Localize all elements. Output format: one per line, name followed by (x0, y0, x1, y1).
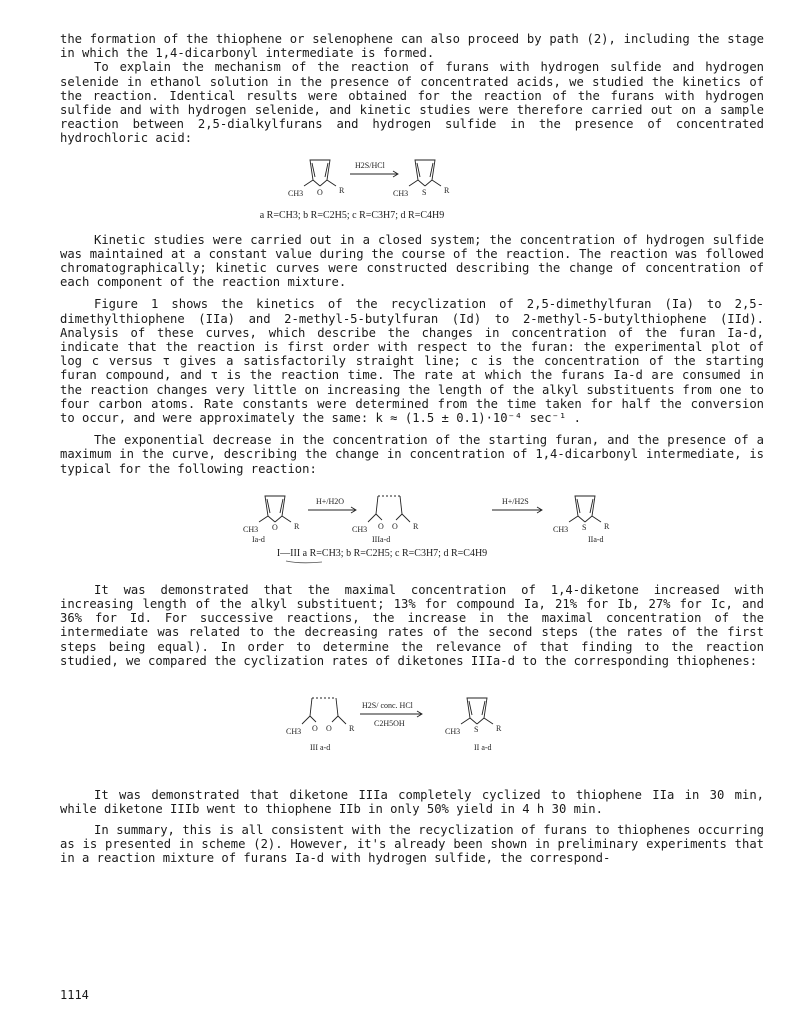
scheme-3-b-s: S (474, 725, 479, 735)
scheme-2-b-r: R (413, 521, 419, 531)
paragraph-1: the formation of the thiophene or selenophene can also proceed by path (2), including the stage in which the 1,4-dicarbonyl intermediate is formed. (60, 32, 764, 61)
scheme-2-b-ch3: CH3 (352, 524, 368, 534)
scheme-2-c-r: R (604, 521, 610, 531)
page-body (60, 32, 764, 865)
scheme-1-right-ch3: CH3 (393, 188, 409, 198)
scheme-3-reagent-top: H2S/ conc. HCl (362, 701, 413, 711)
scheme-1-left-ch3: CH3 (288, 188, 304, 198)
scheme-1-right-s: S (422, 187, 427, 197)
scheme-2-b-o2: O (392, 521, 398, 531)
scheme-3-a-o1: O (312, 724, 318, 734)
scheme-3-a-r: R (349, 724, 355, 734)
reaction-scheme-2 (60, 482, 764, 546)
scheme-2-c-ch3: CH3 (553, 524, 569, 534)
scheme-1-left-r: R (339, 185, 345, 195)
paragraph-7: It was demonstrated that diketone IIIa completely cyclized to thiophene IIa in 30 min, while diketone IIIb went to thiophene IIb in only 50% yield in 4 h 30 min. (60, 788, 764, 817)
scheme-1-right-r: R (444, 185, 450, 195)
scheme-2-substituents: I—III a R=CH3; b R=C2H5; c R=C3H7; d R=C4H9 (276, 547, 488, 559)
scheme-3-reagent-bottom: C2H5OH (374, 719, 405, 729)
scheme-3-a-ch3: CH3 (286, 727, 302, 737)
scheme-1-substituents: a R=CH3; b R=C2H5; c R=C3H7; d R=C4H9 (259, 209, 445, 221)
scheme-2-b-label: IIIa-d (372, 534, 391, 544)
scheme-1-drawing (60, 146, 764, 208)
scheme-2-c-s: S (582, 522, 587, 532)
paragraph-8: In summary, this is all consistent with the recyclization of furans to thiophenes occurring as is presented in scheme (2). However, it's already been shown in preliminary experiments that in a reaction mixture of furans Ia-d with hydrogen sulfide, the correspond- (60, 822, 764, 865)
scheme-3-b-ch3: CH3 (445, 727, 461, 737)
paragraph-6: It was demonstrated that the maximal concentration of 1,4-diketone increased with increasing length of the alkyl substituent; 13% for compound Ia, 21% for Ib, 27% for Ic, and 36% for Id. For successive reactions, the increase in the maximal concentration of the intermediate was related to the decreasing rates of the second steps (the rates of the first steps being equal). In order to determine the relevance of that finding to the reaction studied, we compared the cyclization rates of diketones IIIa-d to the corresponding thiophenes: (60, 582, 764, 668)
scheme-2-c-label: IIa-d (588, 534, 604, 544)
scheme-1-left-o: O (317, 187, 323, 197)
scheme-1-reagent: H2S/HCl (355, 160, 385, 170)
reaction-scheme-3 (60, 684, 764, 766)
scheme-3-drawing (60, 684, 764, 766)
scheme-2-a-label: Ia-d (252, 534, 265, 544)
scheme-2-reagent-2: H+/H2S (502, 496, 529, 506)
paragraph-4: Figure 1 shows the kinetics of the recyclization of 2,5-dimethylfuran (Ia) to 2,5-dimethylthiophene (IIa) and 2-methyl-5-butylfuran (Id) to 2-methyl-5-butylthiophene (IId). Analysis of these curves, which describe the changes in concentration of the furan Ia-d, indicate that the reaction is first order with respect to the furan: the experimental plot of log c versus τ gives a satisfactorily straight line; c is the concentration of the starting furan compound, and τ is the reaction time. The rate at which the furans Ia-d are consumed in the reaction changes very little on increasing the length of the alkyl substituents from one to four carbon atoms. Rate constants were determined from the time taken for half the conversion to occur, and were approximately the same: k ≈ (1.5 ± 0.1)·10⁻⁴ sec⁻¹ . (60, 297, 764, 426)
paragraph-5: The exponential decrease in the concentration of the starting furan, and the presence of a maximum in the curve, describing the change in concentration of 1,4-dicarbonyl intermediate, is typical for the following reaction: (60, 433, 764, 476)
page-number: 1114 (60, 988, 89, 1002)
paragraph-3: Kinetic studies were carried out in a closed system; the concentration of hydrogen sulfide was maintained at a constant value during the course of the reaction. The reaction was followed chromatographically; kinetic curves were constructed describing the change of concentration of each component of the reaction mixture. (60, 232, 764, 290)
scheme-2-reagent-1: H+/H2O (316, 496, 345, 506)
scheme-3-a-o2: O (326, 724, 332, 734)
scheme-2-a-r: R (294, 521, 300, 531)
scheme-2-a-ch3: CH3 (243, 524, 259, 534)
scheme-3-b-label: II a-d (474, 743, 492, 753)
scheme-2-a-o: O (272, 522, 278, 532)
scheme-3-b-r: R (496, 724, 502, 734)
scheme-3-a-label: III a-d (310, 743, 331, 753)
paragraph-2: To explain the mechanism of the reaction of furans with hydrogen sulfide and hydrogen selenide in ethanol solution in the presence of concentrated acids, we studied the kinetics of the reaction. Identical results were obtained for the reaction of the furans with hydrogen sulfide and with hydrogen selenide, and kinetic studies were therefore carried out on a sample reaction between 2,5-dialkylfurans and hydrogen sulfide in the presence of concentrated hydrochloric acid: (60, 60, 764, 146)
reaction-scheme-1 (60, 146, 764, 208)
scheme-2-drawing (60, 482, 764, 546)
scheme-2-b-o1: O (378, 521, 384, 531)
